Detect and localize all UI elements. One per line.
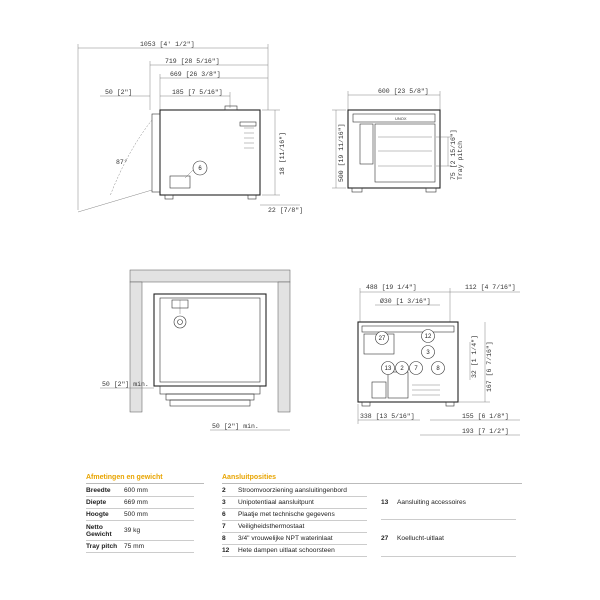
dim-side-185: 185 [7 5/16"] (172, 89, 223, 96)
table-row: Netto Gewicht 39 kg (86, 521, 194, 541)
dim-rear-112: 112 [4 7/16"] (465, 284, 516, 291)
table-row: 8 3/4" vrouwelijke NPT waterinlaat (222, 533, 367, 545)
dim-rear-193: 193 [7 1/2"] (462, 428, 509, 435)
front-view (332, 88, 464, 192)
dim-rear-338: 338 [13 5/16"] (360, 413, 415, 420)
callout-7: 7 (414, 366, 418, 372)
dim-rear-167: 167 [6 7/16"] (486, 341, 493, 392)
dim-side-22: 22 [7/8"] (268, 207, 304, 214)
callout-6-side: 6 (198, 166, 202, 172)
dim-rear-488: 488 [19 1/4"] (366, 284, 417, 291)
dim-rear-30: Ø30 [1 3/16"] (380, 298, 431, 305)
callout-2: 2 (400, 366, 404, 372)
table-row: 6 Plaatje met technische gegevens (222, 509, 367, 521)
dim-side-50: 50 [2"] (105, 89, 133, 96)
dim-side-height: 18 [11/16"] (279, 132, 286, 175)
dim-front-height: 500 [19 11/16"] (338, 123, 345, 182)
table-row: Breedte 600 mm (86, 485, 194, 497)
dim-front-tray: 75 [2 15/16"] (450, 129, 457, 180)
table-row: 12 Hete dampen uitlaat schoorsteen (222, 545, 367, 557)
dim-front-width: 600 [23 5/8"] (378, 88, 429, 95)
dim-door-angle: 87° (116, 159, 128, 166)
table-row: Diepte 669 mm (86, 497, 194, 509)
brand-label: UNOX (395, 116, 407, 121)
specs-section (86, 474, 204, 553)
callout-12: 12 (424, 334, 432, 340)
side-view (78, 41, 303, 214)
dim-top-50-bottom: 50 [2"] min. (212, 423, 259, 430)
specs-title: Afmetingen en gewicht (86, 474, 204, 484)
connections-section (222, 474, 522, 557)
connections-left-table (222, 485, 367, 557)
callout-27: 27 (378, 336, 386, 342)
dim-rear-155: 155 [6 1/8"] (462, 413, 509, 420)
table-row: 7 Veiligheidsthermostaat (222, 521, 367, 533)
callout-3: 3 (426, 350, 430, 356)
specs-table (86, 485, 194, 553)
connections-title: Aansluitposities (222, 474, 522, 484)
connections-right-table (381, 485, 516, 557)
table-row: 2 Stroomvoorziening aansluitingenbord (222, 485, 367, 497)
dim-front-tray-label: Tray pitch (457, 140, 464, 180)
callout-13: 13 (384, 366, 392, 372)
info-tables (0, 474, 600, 600)
dim-side-719: 719 [28 5/16"] (165, 58, 220, 65)
table-row: 13 Aansluiting accessoires (381, 485, 516, 520)
top-view (100, 270, 290, 430)
table-row: 3 Unipotentiaal aansluitpunt (222, 497, 367, 509)
rear-view (358, 284, 520, 435)
table-row: 27 Koellucht-uitlaat (381, 520, 516, 557)
dim-rear-32: 32 [1 1/4"] (471, 335, 478, 378)
table-row: Hoogte 500 mm (86, 509, 194, 521)
callout-8: 8 (436, 366, 440, 372)
table-row: Tray pitch 75 mm (86, 541, 194, 553)
dim-side-669: 669 [26 3/8"] (170, 71, 221, 78)
dim-side-total: 1053 [4' 1/2"] (140, 41, 195, 48)
dim-top-50-left: 50 [2"] min. (102, 381, 149, 388)
